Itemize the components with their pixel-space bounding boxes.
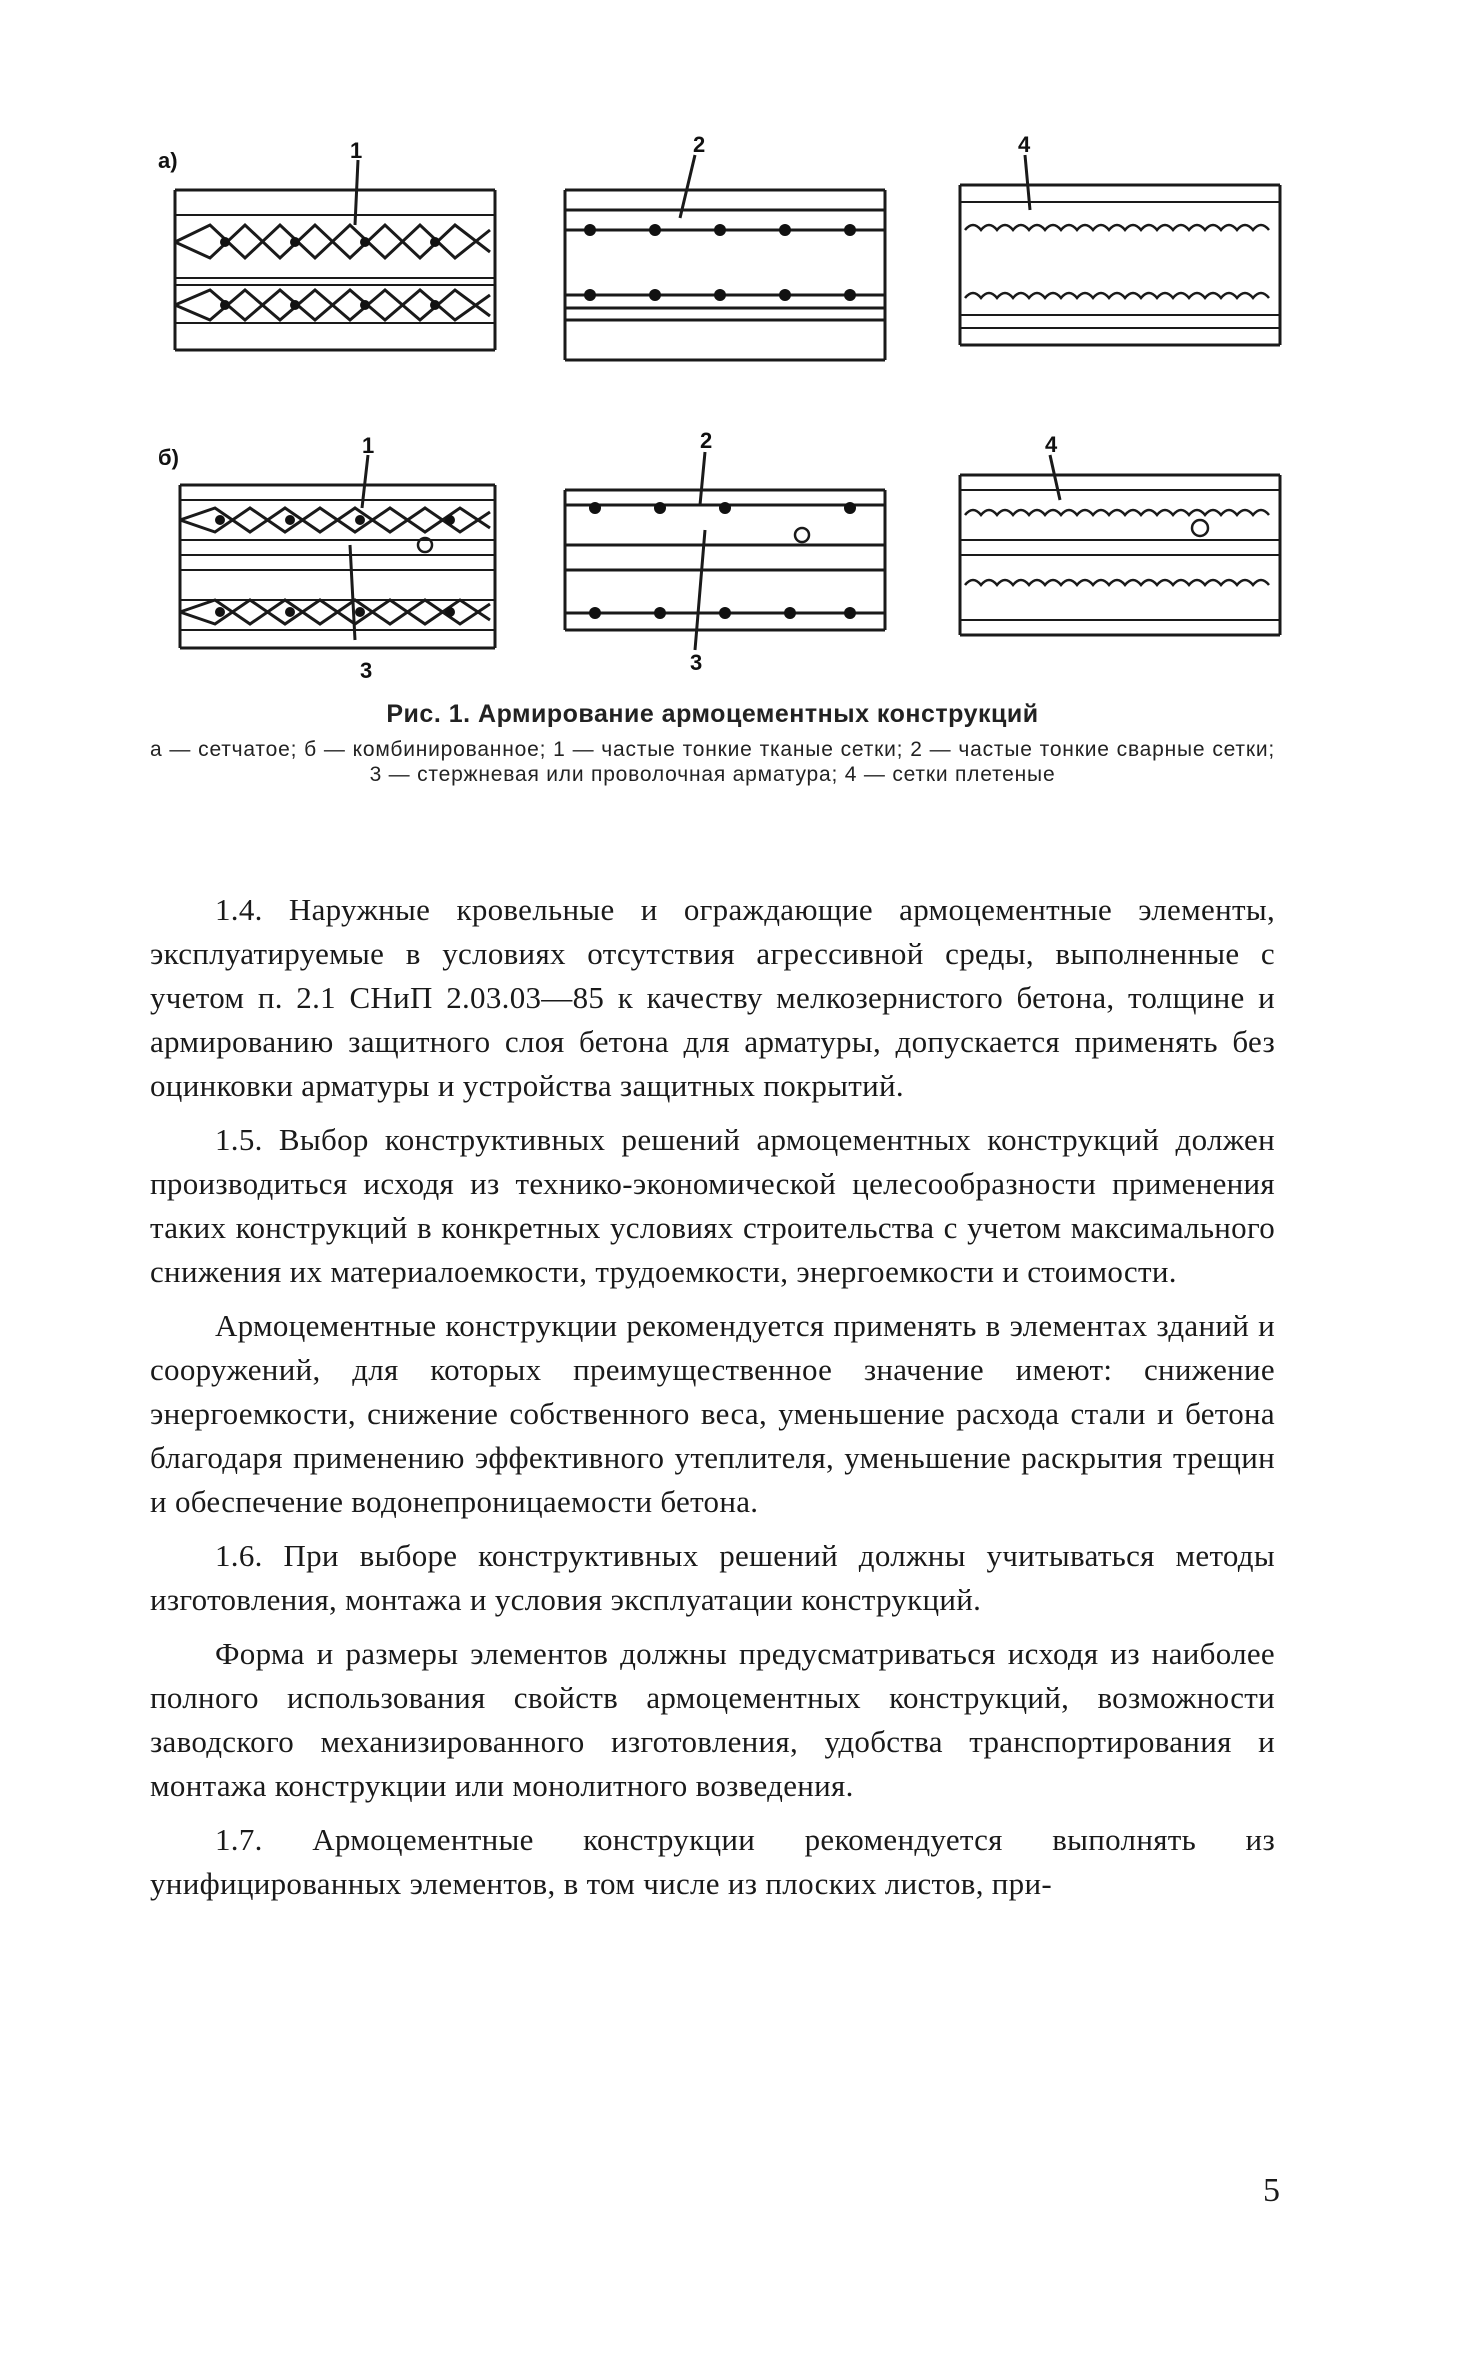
body-text (150, 888, 1275, 1916)
callout-4-a: 4 (1018, 132, 1031, 157)
callout-3-b1: 3 (360, 658, 373, 683)
paragraph-1-7: 1.7. Армоцементные конструкции рекомендуется выполнять из унифицированных элементов, в том числе из плоских листов, при- (150, 1822, 1275, 1901)
panel-b1-combined-woven (180, 485, 495, 648)
callout-1-b: 1 (362, 433, 375, 458)
paragraph-1-5: 1.5. Выбор конструктивных решений армоцементных конструкций должен производиться исходя из технико-экономической целесообразности применения таких конструкций в конкретных условиях строительства с учетом максимального снижения их материалоемкости, трудоемкости, энергоемкости и стоимости. (150, 1122, 1275, 1289)
callout-4-b: 4 (1045, 432, 1058, 457)
caption-legend: а — сетчатое; б — комбинированное; 1 — частые тонкие тканые сетки; 2 — частые тонкие сварные сетки; 3 — стержневая или проволочная арматура; 4 — сетки плетеные (150, 738, 1275, 786)
page-number: 5 (1263, 2172, 1280, 2209)
paragraph-1-6: 1.6. При выборе конструктивных решений должны учитываться методы изготовления, монтажа и условия эксплуатации конструкций. (150, 1538, 1275, 1617)
callout-2-a: 2 (693, 132, 706, 157)
paragraph-armocement-use: Армоцементные конструкции рекомендуется применять в элементах зданий и сооружений, для которых преимущественное значение имеют: снижение энергоемкости, снижение собственного веса, уменьшение расхода стали и бетона благодаря применению эффективного утеплителя, уменьшение раскрытия трещин и обеспечение водонепроницаемости бетона. (150, 1308, 1275, 1519)
callout-1-a: 1 (350, 138, 363, 163)
panel-a1-woven-mesh (175, 190, 495, 350)
reinforcement-figure (150, 130, 1310, 690)
row-b-label: б) (158, 445, 179, 470)
paragraph-1-4: 1.4. Наружные кровельные и ограждающие армоцементные элементы, эксплуатируемые в условиях отсутствия агрессивной среды, выполненные с учетом п. 2.1 СНиП 2.03.03—85 к качеству мелкозернистого бетона, толщине и армированию защитного слоя бетона для арматуры, допускается применять без оцинковки арматуры и устройства защитных покрытий. (150, 892, 1275, 1103)
paragraph-form-sizes: Форма и размеры элементов должны предусматриваться исходя из наиболее полного использования свойств армоцементных конструкций, возможности заводского механизированного изготовления, удобства транспортирования и монтажа конструкции или монолитного возведения. (150, 1636, 1275, 1803)
panel-a3-plaited-mesh (960, 185, 1280, 345)
callout-2-b: 2 (700, 428, 713, 453)
row-a-label: а) (158, 148, 178, 173)
panel-b3-combined-plaited (960, 475, 1280, 635)
callout-3-b2: 3 (690, 650, 703, 675)
panel-a2-welded-mesh (565, 190, 885, 360)
figure-caption (150, 700, 1275, 787)
caption-title: Рис. 1. Армирование армоцементных конструкций (386, 700, 1039, 728)
